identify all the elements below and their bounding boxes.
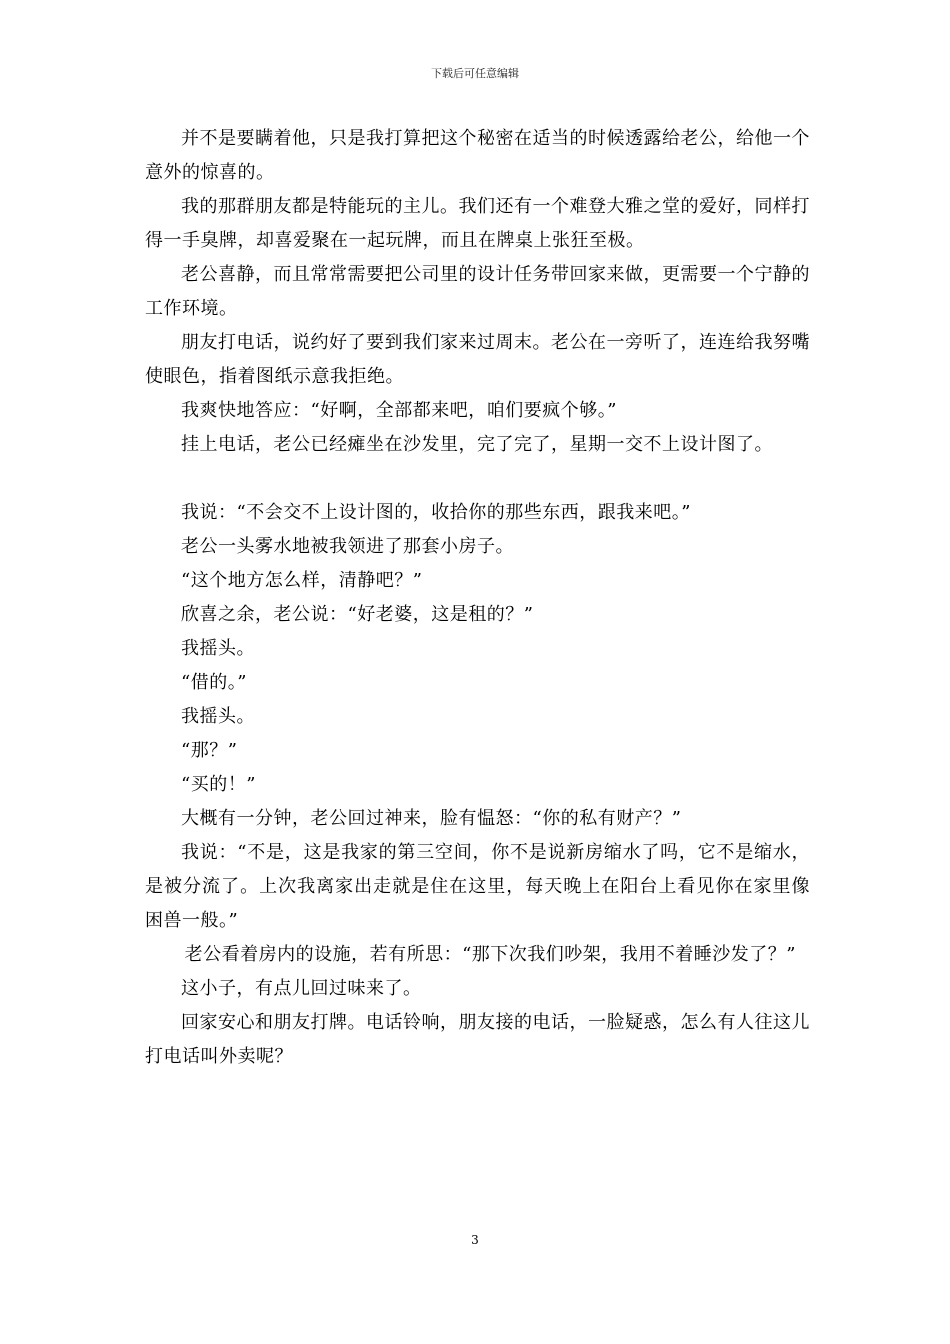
paragraph: 老公看着房内的设施，若有所思：“那下次我们吵架，我用不着睡沙发了？”: [184, 944, 796, 965]
paragraph: 回家安心和朋友打牌。电话铃响，朋友接的电话，一脸疑惑，怎么有人往这儿打电话叫外卖呢？: [145, 1012, 810, 1067]
paragraph: 我说：“不会交不上设计图的，收拾你的那些东西，跟我来吧。”: [181, 502, 691, 523]
paragraph: 我的那群朋友都是特能玩的主儿。我们还有一个难登大雅之堂的爱好，同样打得一手臭牌，却喜爱聚在一起玩牌，而且在牌桌上张狂至极。: [145, 196, 810, 251]
paragraph: 我摇头。: [181, 638, 255, 659]
paragraph: 我爽快地答应：“好啊，全部都来吧，咱们要疯个够。”: [181, 400, 617, 421]
paragraph: 这小子，有点儿回过味来了。: [181, 978, 422, 999]
paragraph: “借的。”: [181, 672, 247, 693]
paragraph: 我摇头。: [181, 706, 255, 727]
paragraph: 我说：“不是，这是我家的第三空间，你不是说新房缩水了吗，它不是缩水，是被分流了。上次我离家出走就是住在这里，每天晚上在阳台上看见你在家里像困兽一般。”: [145, 842, 810, 931]
paragraph: “那？”: [181, 740, 238, 761]
page-header: 下载后可任意编辑: [431, 67, 519, 80]
paragraph: 老公一头雾水地被我领进了那套小房子。: [181, 536, 514, 557]
paragraph: 挂上电话，老公已经瘫坐在沙发里，完了完了，星期一交不上设计图了。: [181, 434, 773, 455]
paragraph: 老公喜静，而且常常需要把公司里的设计任务带回家来做，更需要一个宁静的工作环境。: [145, 264, 810, 319]
paragraph: 欣喜之余，老公说：“好老婆，这是租的？”: [181, 604, 534, 625]
paragraph: 并不是要瞒着他，只是我打算把这个秘密在适当的时候透露给老公，给他一个意外的惊喜的。: [145, 128, 810, 183]
page-number: 3: [471, 1233, 479, 1247]
document-body: [145, 122, 810, 1074]
paragraph: “这个地方怎么样，清静吧？”: [181, 570, 423, 591]
paragraph: 大概有一分钟，老公回过神来，脸有愠怒：“你的私有财产？”: [181, 808, 682, 829]
paragraph: “买的！”: [181, 774, 256, 795]
paragraph: 朋友打电话，说约好了要到我们家来过周末。老公在一旁听了，连连给我努嘴使眼色，指着图纸示意我拒绝。: [145, 332, 810, 387]
blank-line: [145, 462, 810, 496]
